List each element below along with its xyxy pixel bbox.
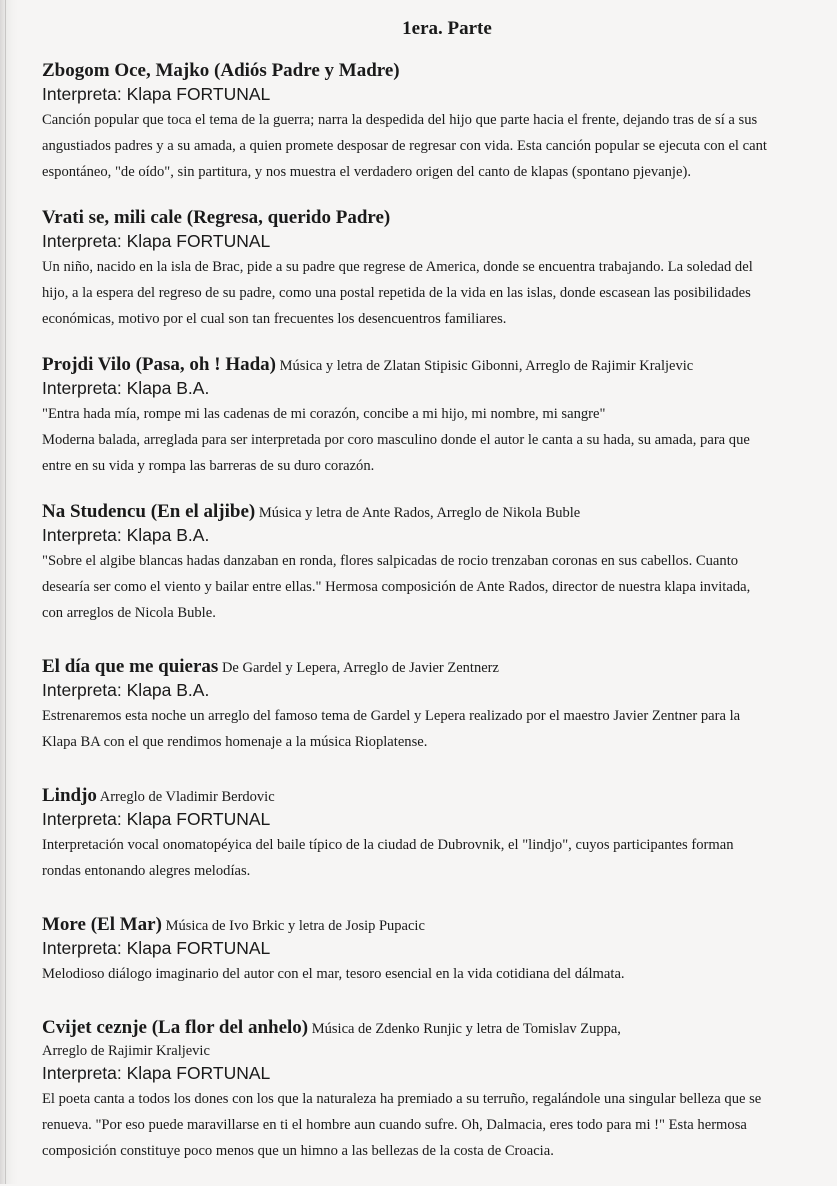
song-heading <box>42 785 832 808</box>
song-credit: De Gardel y Lepera, Arreglo de Javier Zentnerz <box>221 660 499 676</box>
song-interpreter: Interpreta: Klapa FORTUNAL <box>42 231 271 251</box>
description-line: desearía ser como el viento y bailar entre ellas." Hermosa composición de Ante Rados, director de nuestra klapa invitada, <box>42 579 751 595</box>
song-description <box>42 703 832 755</box>
song-title: El día que me quieras <box>42 656 219 677</box>
song-title: More (El Mar) <box>42 914 162 935</box>
description-line: Melodioso diálogo imaginario del autor con el mar, tesoro esencial en la vida cotidiana del dálmata. <box>42 966 625 982</box>
description-line: El poeta canta a todos los dones con los que la naturaleza ha premiado a su terruño, regalándole una singular belleza que se <box>42 1091 762 1107</box>
part-title: 1era. Parte <box>402 18 492 39</box>
description-line: hijo, a la espera del regreso de su padre, como una postal repetida de la vida en las islas, donde escasean las posibilidades <box>42 285 751 301</box>
song-heading <box>42 501 832 524</box>
song-credit: Música de Ivo Brkic y letra de Josip Pupacic <box>165 918 425 934</box>
song-entry <box>42 207 832 332</box>
song-heading <box>42 207 832 230</box>
song-title: Vrati se, mili cale (Regresa, querido Padre) <box>42 207 391 228</box>
description-line: Canción popular que toca el tema de la guerra; narra la despedida del hijo que parte hacia el frente, dejando tras de sí a sus <box>42 112 758 128</box>
description-line: Moderna balada, arreglada para ser interpretada por coro masculino donde el autor le canta a su hada, su amada, para que <box>42 432 750 448</box>
description-line: con arreglos de Nicola Buble. <box>42 605 216 621</box>
description-line: "Entra hada mía, rompe mi las cadenas de mi corazón, concibe a mi hijo, mi nombre, mi sangre" <box>42 406 606 422</box>
page-binding-edge <box>0 0 18 1184</box>
song-entry <box>42 354 832 479</box>
description-line: Estrenaremos esta noche un arreglo del famoso tema de Gardel y Lepera realizado por el maestro Javier Zentner para la <box>42 708 741 724</box>
song-description <box>42 1086 832 1164</box>
song-credit: Arreglo de Vladimir Berdovic <box>99 789 275 805</box>
song-title: Na Studencu (En el aljibe) <box>42 501 256 522</box>
song-description <box>42 254 832 332</box>
song-heading <box>42 914 832 937</box>
description-line: rondas entonando alegres melodías. <box>42 863 251 879</box>
song-description <box>42 832 832 884</box>
description-line: renueva. "Por eso puede maravillarse en ti el hombre aun cuando sufre. Oh, Dalmacia, eres todo para mi !" Esta hermosa <box>42 1117 747 1133</box>
song-interpreter: Interpreta: Klapa FORTUNAL <box>42 84 271 104</box>
description-line: composición constituye poco menos que un himno a las bellezas de la costa de Croacia. <box>42 1143 554 1159</box>
song-description <box>42 401 832 479</box>
song-description <box>42 548 832 626</box>
song-entry <box>42 656 832 755</box>
description-line: "Sobre el algibe blancas hadas danzaban en ronda, flores salpicadas de rocio trenzaban coronas en sus cabellos. Cuanto <box>42 553 739 569</box>
song-title: Projdi Vilo (Pasa, oh ! Hada) <box>42 354 276 375</box>
song-entry <box>42 60 832 185</box>
description-line: Un niño, nacido en la isla de Brac, pide a su padre que regrese de America, donde se encuentra trabajando. La soledad del <box>42 259 753 275</box>
song-entry <box>42 785 832 884</box>
song-heading <box>42 60 832 83</box>
song-interpreter: Interpreta: Klapa FORTUNAL <box>42 938 271 958</box>
song-description <box>42 961 832 987</box>
description-line: Klapa BA con el que rendimos homenaje a la música Rioplatense. <box>42 734 428 750</box>
description-line: Interpretación vocal onomatopéyica del baile típico de la ciudad de Dubrovnik, el "lindjo", cuyos participantes forman <box>42 837 734 853</box>
song-heading <box>42 354 832 377</box>
song-title: Zbogom Oce, Majko (Adiós Padre y Madre) <box>42 60 400 81</box>
song-credit: Música de Zdenko Runjic y letra de Tomislav Zuppa, <box>311 1021 621 1037</box>
description-line: espontáneo, "de oído", sin partitura, y nos muestra el verdadero origen del canto de klapas (spontano pjevanje). <box>42 164 691 180</box>
song-heading <box>42 1017 832 1040</box>
song-interpreter: Interpreta: Klapa B.A. <box>42 680 210 700</box>
description-line: angustiados padres y a su amada, a quien promete desposar de regresar con vida. Esta canción popular se ejecuta con el cant <box>42 138 767 154</box>
song-interpreter: Interpreta: Klapa B.A. <box>42 525 210 545</box>
song-interpreter: Interpreta: Klapa FORTUNAL <box>42 1063 271 1083</box>
description-line: económicas, motivo por el cual son tan frecuentes los desencuentros familiares. <box>42 311 507 327</box>
song-entry <box>42 501 832 626</box>
song-credit-continued: Arreglo de Rajimir Kraljevic <box>42 1043 210 1059</box>
description-line: entre en su vida y rompa las barreras de su duro corazón. <box>42 458 375 474</box>
program-page <box>42 18 832 1186</box>
song-entry <box>42 914 832 987</box>
song-description <box>42 107 832 185</box>
song-credit: Música y letra de Ante Rados, Arreglo de Nikola Buble <box>258 505 581 521</box>
song-interpreter: Interpreta: Klapa B.A. <box>42 378 210 398</box>
song-title: Lindjo <box>42 785 97 806</box>
song-interpreter: Interpreta: Klapa FORTUNAL <box>42 809 271 829</box>
song-credit: Música y letra de Zlatan Stipisic Gibonni, Arreglo de Rajimir Kraljevic <box>279 358 694 374</box>
song-heading <box>42 656 832 679</box>
song-entry <box>42 1017 832 1164</box>
song-title: Cvijet ceznje (La flor del anhelo) <box>42 1017 309 1038</box>
